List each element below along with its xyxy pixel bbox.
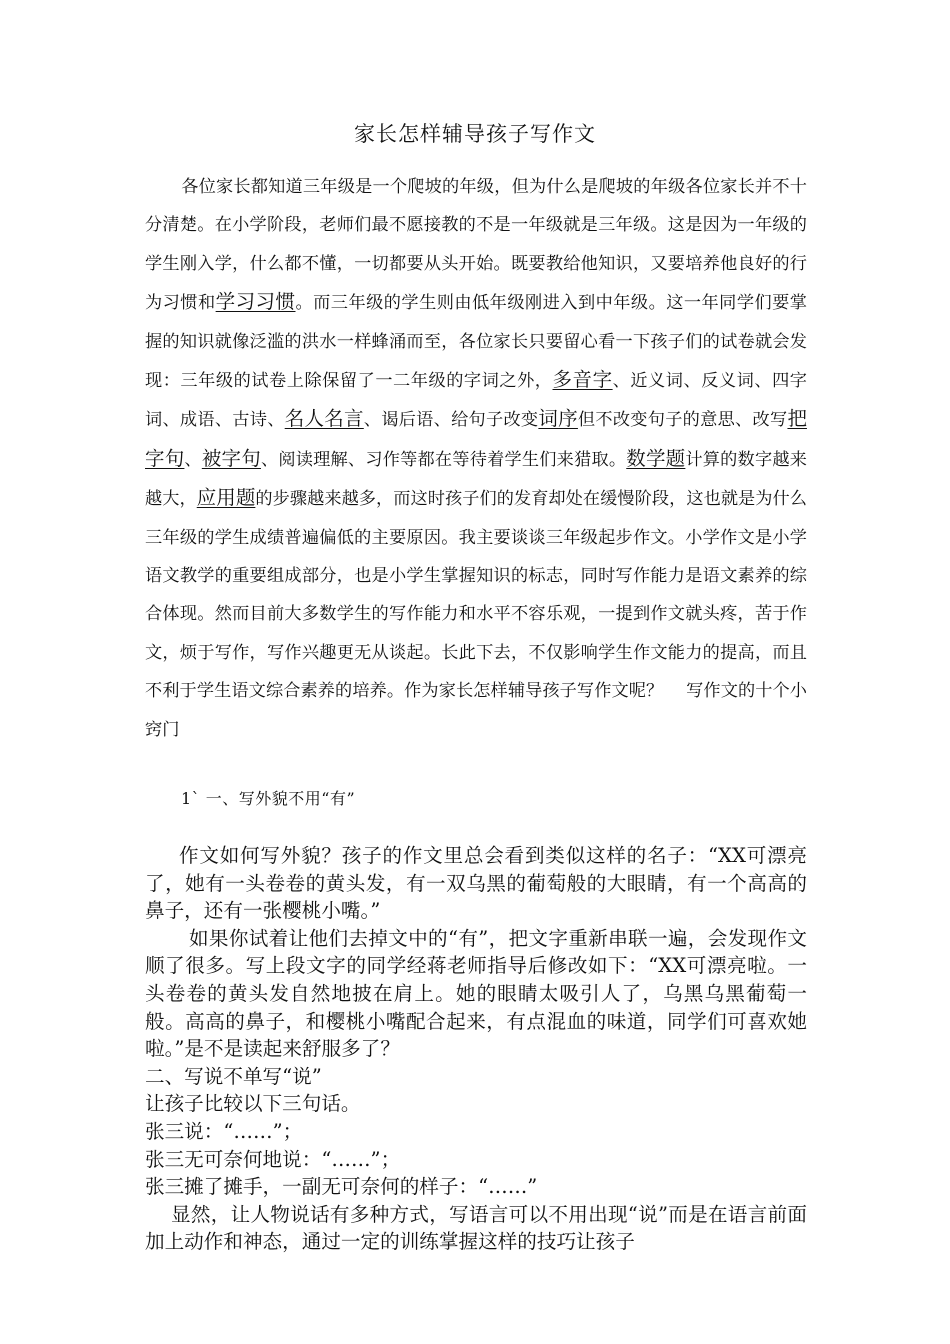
paragraph-conclusion: 显然，让人物说话有多种方式，写语言可以不用出现“说”而是在语言前面加上动作和神态，通过一定的训练掌握这样的技巧让孩子	[145, 1202, 807, 1254]
underlined-term: 学习习惯	[215, 290, 296, 314]
section-heading-1: 1` 一、写外貌不用“有”	[181, 789, 356, 808]
paragraph-appearance: 作文如何写外貌？孩子的作文里总会看到类似这样的名子：“XX可漂亮了，她有一头卷卷的黄头发，有一双乌黑的葡萄般的大眼睛，有一个高高的鼻子，还有一张樱桃小嘴。”	[145, 844, 807, 923]
section-body	[145, 842, 807, 1256]
underlined-term: 多音字	[552, 368, 613, 392]
underlined-term: 把字句	[145, 407, 807, 470]
intro-paragraph	[145, 168, 807, 749]
intro-text: 的步骤越来越多，而这时孩子们的发育却处在缓慢阶段，这也就是为什么三年级的学生成绩普遍偏低的主要原因。我主要谈谈三年级起步作文。小学作文是小学语文教学的重要组成部分，也是小学生掌握知识的标志，同时写作能力是语文素养的综合体现。然而目前大多数学生的写作能力和水平不容乐观，一提到作文就头疼，苦于作文，烦于写作，写作兴趣更无从谈起。长此下去，不仅影响学生作文能力的提高，而且不利于学生语文综合素养的培养。作为家长怎样辅导孩子写作文呢？ 写作文的十个小窍门	[145, 489, 807, 740]
intro-text: 。而三年级的学生则由低年级刚进入到中年级。这一年同学们要掌握的知识就像泛滥的洪水一样蜂涌而至，各位家长只要留心看一下孩子们的试卷就会发现：三年级的试卷上除保留了一二年级的字词之外，	[145, 293, 807, 392]
document-title: 家长怎样辅导孩子写作文	[354, 122, 596, 146]
paragraph-revision: 如果你试着让他们去掉文中的“有”，把文字重新串联一遍，会发现作文顺了很多。写上段文字的同学经蒋老师指导后修改如下：“XX可漂亮啦。一头卷卷的黄头发自然地披在肩上。她的眼睛太吸引人了，乌黑乌黑葡萄一般。高高的鼻子，和樱桃小嘴配合起来，有点混血的味道，同学们可喜欢她啦。”是不是读起来舒服多了？	[145, 926, 807, 1061]
intro-text: 、近义词、反义词、四字词、成语、古诗、	[145, 371, 807, 431]
intro-text: 、谒后语、给句子改变	[363, 410, 539, 431]
intro-text: 计算的数字越来越大，	[145, 449, 807, 510]
underlined-term: 被字句	[201, 446, 261, 470]
section-heading-2: 二、写说不单写“说”	[145, 1064, 322, 1088]
underlined-term: 词序	[538, 407, 578, 431]
example-sentence-2: 张三无可奈何地说：“……”；	[145, 1147, 401, 1171]
intro-text: 、	[184, 449, 202, 470]
paragraph-compare: 让孩子比较以下三句话。	[145, 1092, 361, 1116]
example-sentence-3: 张三摊了摊手，一副无可奈何的样子：“……”	[145, 1175, 538, 1199]
underlined-term: 名人名言	[284, 407, 364, 431]
underlined-term: 应用题	[196, 486, 256, 510]
intro-text: 但不改变句子的意思、改写	[577, 410, 788, 431]
intro-text: 、阅读理解、习作等都在等待着学生们来猎取。	[260, 449, 627, 470]
intro-text: 各位家长都知道三年级是一个爬坡的年级，但为什么是爬坡的年级各位家长并不十分清楚。在小学阶段，老师们最不愿接教的不是一年级就是三年级。这是因为一年级的学生刚入学，什么都不懂，一切都要从头开始。既要教给他知识，又要培养他良好的行为习惯和	[145, 177, 807, 314]
example-sentence-1: 张三说：“……”；	[145, 1119, 303, 1143]
underlined-term: 数学题	[626, 446, 686, 470]
